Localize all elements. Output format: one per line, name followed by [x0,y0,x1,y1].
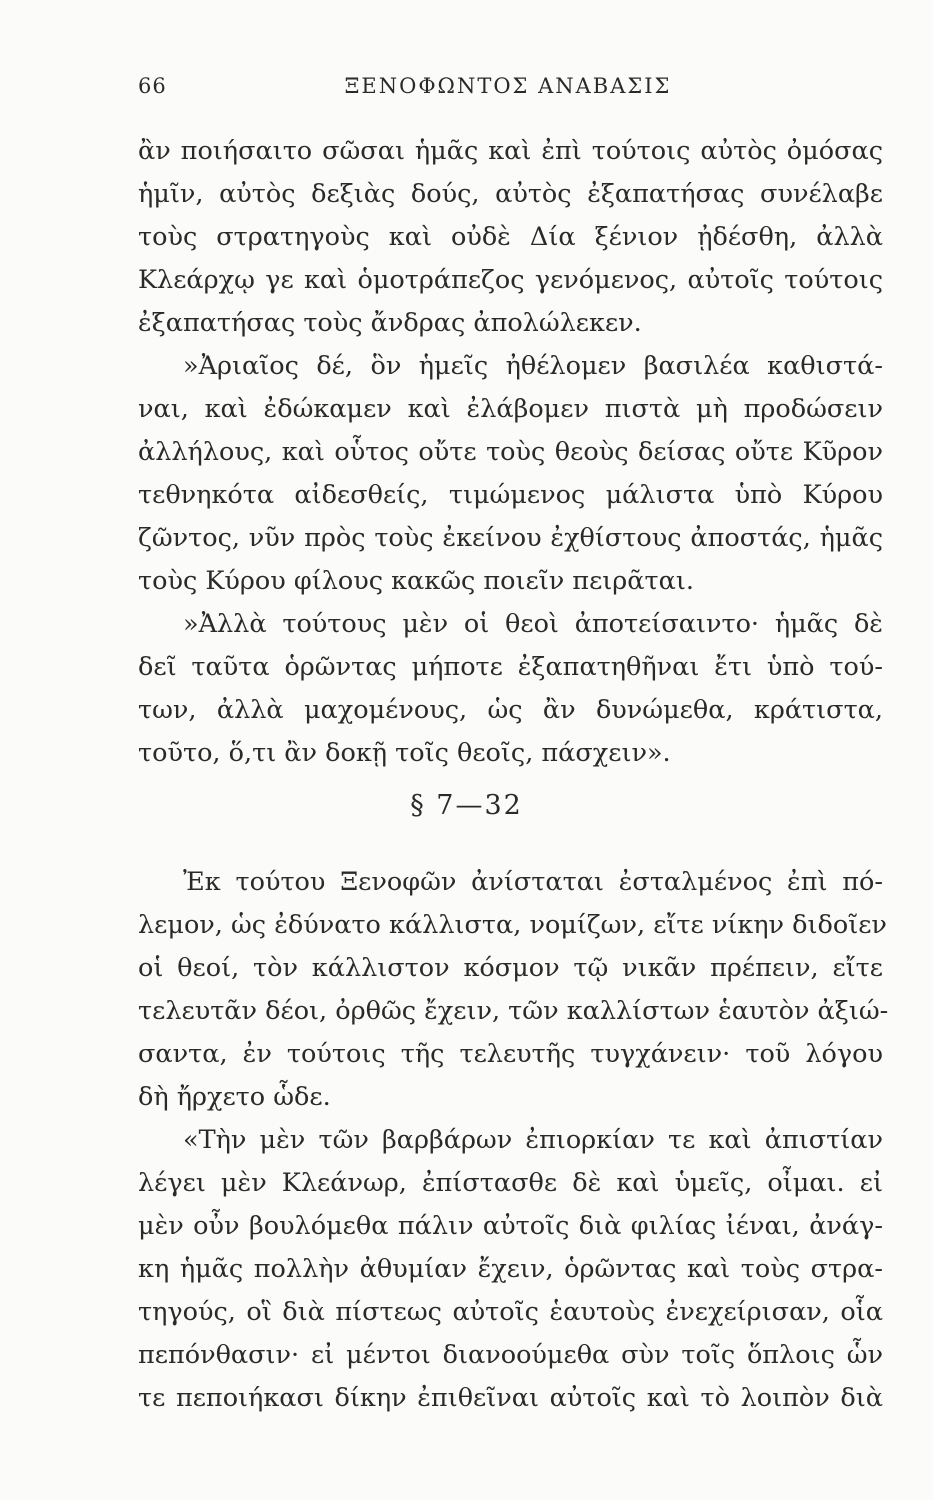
text-line: τε πεποιήκασι δίκην ἐπιθεῖναι αὐτοῖς καὶ τὸ λοιπὸν διὰ [138,1383,883,1413]
text-line: σαντα, ἐν τούτοις τῆς τελευτῆς τυγχάνειν· τοῦ λόγου [138,1039,883,1069]
text-line: οἱ θεοί, τὸν κάλλιστον κόσμον τῷ νικᾶν πρέπειν, εἴτε [138,953,883,983]
page-number: 66 [138,74,167,98]
text-line: «Τὴν μὲν τῶν βαρβάρων ἐπιορκίαν τε καὶ ἀπιστίαν [183,1125,883,1155]
text-line: ἐξαπατήσας τοὺς ἄνδρας ἀπολώλεκεν. [138,308,642,338]
text-line: ἀλλήλους, καὶ οὗτος οὔτε τοὺς θεοὺς δείσας οὔτε Κῦρον [138,437,883,467]
text-line: τοῦτο, ὅ,τι ἂν δοκῇ τοῖς θεοῖς, πάσχειν». [138,738,671,768]
text-line: τεθνηκότα αἰδεσθείς, τιμώμενος μάλιστα ὑπὸ Κύρου [138,480,883,510]
running-title: ΞΕΝΟΦΩΝΤΟΣ ΑΝΑΒΑΣΙΣ [344,74,672,98]
text-line: μὲν οὖν βουλόμεθα πάλιν αὐτοῖς διὰ φιλίας ἰέναι, ἀνάγ- [138,1211,883,1241]
text-line: Κλεάρχῳ γε καὶ ὁμοτράπεζος γενόμενος, αὐτοῖς τούτοις [138,265,883,295]
text-line: δεῖ ταῦτα ὁρῶντας μήποτε ἐξαπατηθῆναι ἔτι ὑπὸ τού- [138,652,883,682]
text-line: κη ἡμᾶς πολλὴν ἀθυμίαν ἔχειν, ὁρῶντας καὶ τοὺς στρα- [138,1254,883,1284]
text-line: ζῶντος, νῦν πρὸς τοὺς ἐκείνου ἐχθίστους ἀποστάς, ἡμᾶς [138,523,883,553]
text-line: τηγούς, οἳ διὰ πίστεως αὐτοῖς ἑαυτοὺς ἐνεχείρισαν, οἷα [138,1297,883,1327]
text-line: Ἐκ τούτου Ξενοφῶν ἀνίσταται ἐσταλμένος ἐπὶ πό- [183,867,883,897]
text-line: δὴ ἤρχετο ὧδε. [138,1082,331,1112]
text-line: λεμον, ὡς ἐδύνατο κάλλιστα, νομίζων, εἴτε νίκην διδοῖεν [138,910,887,940]
text-line: τοὺς στρατηγοὺς καὶ οὐδὲ Δία ξένιον ᾐδέσθη, ἀλλὰ [138,222,883,252]
text-line: λέγει μὲν Κλεάνωρ, ἐπίστασθε δὲ καὶ ὑμεῖς, οἶμαι. εἰ [138,1168,883,1198]
text-line: ἡμῖν, αὐτὸς δεξιὰς δούς, αὐτὸς ἐξαπατήσας συνέλαβε [138,179,883,209]
text-line: των, ἀλλὰ μαχομένους, ὡς ἂν δυνώμεθα, κράτιστα, [138,695,883,725]
text-line: τοὺς Κύρου φίλους κακῶς ποιεῖν πειρᾶται. [138,566,694,596]
text-line: πεπόνθασιν· εἰ μέντοι διανοούμεθα σὺν τοῖς ὅπλοις ὧν [138,1340,883,1370]
text-line: »Ἀλλὰ τούτους μὲν οἱ θεοὶ ἀποτείσαιντο· ἡμᾶς δὲ [183,609,883,639]
text-line: τελευτᾶν δέοι, ὀρθῶς ἔχειν, τῶν καλλίστων ἑαυτὸν ἀξιώ- [138,996,889,1026]
text-line: ἂν ποιήσαιτο σῶσαι ἡμᾶς καὶ ἐπὶ τούτοις αὐτὸς ὀμόσας [138,136,883,166]
text-line: »Ἀριαῖος δέ, ὃν ἡμεῖς ἠθέλομεν βασιλέα καθιστά- [183,351,883,381]
text-line: ναι, καὶ ἐδώκαμεν καὶ ἐλάβομεν πιστὰ μὴ προδώσειν [138,394,883,424]
page-header [138,74,878,106]
section-heading: § 7—32 [410,790,523,821]
